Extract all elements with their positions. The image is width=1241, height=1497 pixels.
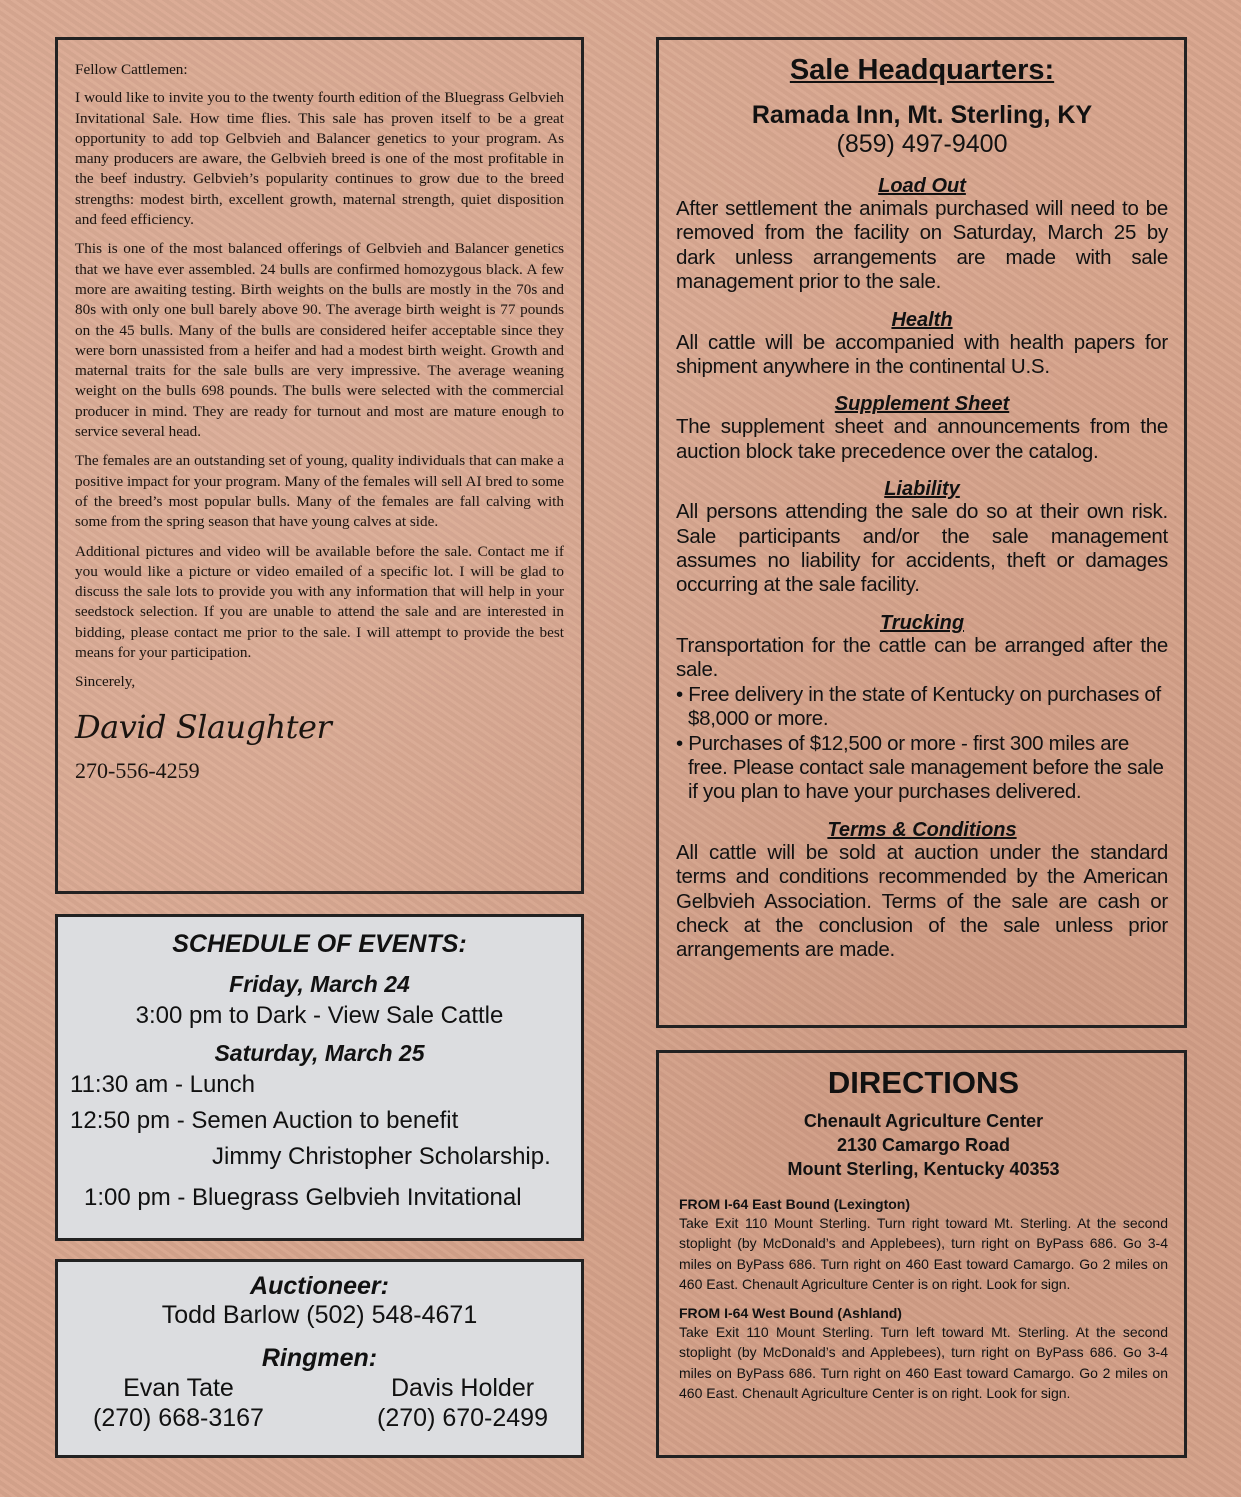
section-body: After settlement the animals purchased will need to be removed from the facility on Saturday, March 25 by dark unless arrangements are made with sale management prior to the sale. [676,197,1168,294]
signature: David Slaughter [75,707,332,746]
letter-phone: 270-556-4259 [75,757,200,783]
address [679,1109,1168,1181]
ringman [93,1373,264,1433]
directions-panel [656,1050,1187,1458]
section-body: Transportation for the cattle can be arranged after the sale. [676,633,1168,682]
section-body: All cattle will be sold at auction under the standard terms and conditions recommended by the American Gelbvieh Association. Terms of the sale are cash or check at the conclusion of the sale unless prior arrangements are made. [676,840,1168,962]
section-heading: Terms & Conditions [827,818,1017,841]
ringman-name: Evan Tate [123,1374,234,1402]
auctioneer-panel [55,1259,584,1458]
letter-paragraph: The females are an outstanding set of young, quality individuals that can make a positive impact for your program. Many of the females will sell AI bred to some of the breed’s most popular bulls. Many of the females are fall calving with some from the spring season that have young calves at side. [75,452,564,531]
schedule-event: 12:50 pm - Semen Auction to benefit [70,1107,459,1134]
ringman-name: Davis Holder [390,1374,535,1402]
schedule-event: 1:00 pm - Bluegrass Gelbvieh Invitational [84,1184,522,1211]
letter-closing: Sincerely, [75,673,136,691]
section-heading: Trucking [879,611,965,634]
section-body: The supplement sheet and announcements from the auction block take precedence over the catalog. [676,415,1168,463]
route-body: Take Exit 110 Mount Sterling. Turn right toward Mt. Sterling. At the second stoplight (by McDonald’s and Applebees), turn right on ByPass 686. Go 3-4 miles on ByPass 686. Turn right on 460 East toward Camargo. Go 2 miles on 460 East. Chenault Agriculture Center is on right. Look for sign. [679,1215,1168,1292]
letter-panel [55,37,584,894]
section-body: All persons attending the sale do so at their own risk. Sale participants and/or the sale management assumes no liability for accidents, theft or damages occurring at the sale facility. [676,500,1168,597]
schedule-day: Saturday, March 25 [214,1040,425,1066]
hq-title: Sale Headquarters: [789,54,1055,86]
schedule-day: Friday, March 24 [229,971,410,997]
hq-location: Ramada Inn, Mt. Sterling, KY [751,101,1093,129]
section-heading: Supplement Sheet [834,393,1010,416]
schedule-event: 3:00 pm to Dark - View Sale Cattle [135,1002,504,1029]
ringmen-heading: Ringmen: [261,1344,378,1372]
section-heading: Health [891,308,953,331]
route-body: Take Exit 110 Mount Sterling. Turn left toward Mt. Sterling. At the second stoplight (by McDonald’s and Applebees), turn right on ByPass 686. Go 3-4 miles on ByPass 686. Turn right on 460 East toward Camargo. Go 2 miles on 460 East. Chenault Agriculture Center is on right. Look for sign. [679,1324,1168,1402]
schedule-panel [55,914,584,1241]
route-heading: FROM I-64 West Bound (Ashland) [679,1305,902,1322]
section-heading: Liability [884,478,960,501]
address-city: Mount Sterling, Kentucky 40353 [787,1159,1060,1179]
letter-paragraph: Additional pictures and video will be available before the sale. Contact me if you would like a picture or video emailed of a specific lot. I will be glad to discuss the sale lots to provide you with any information that will help in your seedstock selection. If you are unable to attend the sale and are interested in bidding, please contact me prior to the sale. I will attempt to provide the best means for your participation. [75,542,564,662]
directions-title: DIRECTIONS [827,1065,1020,1100]
section-heading: Load Out [878,175,966,197]
schedule-event: Jimmy Christopher Scholarship. [212,1143,551,1170]
ringman-phone: (270) 670-2499 [377,1404,548,1432]
letter-paragraph: This is one of the most balanced offerings of Gelbvieh and Balancer genetics that we have ever assembled. 24 bulls are confirmed homozygous black. A few more are awaiting testing. Birth weights on the bulls are mostly in the 70s and 80s with only one bull barely above 90. The average birth weight is 77 pounds on the 45 bulls. Many of the bulls are considered heifer acceptable since they were born unassisted from a heifer and had a modest birth weight. Growth and maternal traits for the sale bulls are very impressive. The average weaning weight on the bulls 698 pounds. The bulls were selected with the commercial producer in mind. They are ready for turnout and most are mature enough to service several head. [75,240,564,441]
ringman [377,1373,548,1433]
sale-headquarters-panel [656,37,1187,1028]
bullet-item: • Free delivery in the state of Kentucky on purchases of $8,000 or more. [676,682,1161,731]
letter-greeting: Fellow Cattlemen: [75,61,188,78]
bullet-item: • Purchases of $12,500 or more - first 300 miles are free. Please contact sale management before the sale if you plan to have your purchases delivered. [676,731,1164,804]
address-place: Chenault Agriculture Center [803,1111,1044,1131]
schedule-title: SCHEDULE OF EVENTS: [172,930,467,958]
hq-phone: (859) 497-9400 [836,130,1008,158]
letter-paragraph: I would like to invite you to the twenty fourth edition of the Bluegrass Gelbvieh Invitational Sale. How time flies. This sale has proven itself to be a great opportunity to add top Gelbvieh and Balancer genetics to your program. As many producers are aware, the Gelbvieh breed is one of the most profitable in the beef industry. Gelbvieh’s popularity continues to grow due to the breed strengths: modest birth, excellent growth, maternal strength, quiet disposition and feed efficiency. [75,89,564,229]
route-heading: FROM I-64 East Bound (Lexington) [679,1196,910,1212]
auctioneer-heading: Auctioneer: [250,1272,389,1300]
address-street: 2130 Camargo Road [836,1135,1011,1155]
schedule-event: 11:30 am - Lunch [70,1071,256,1098]
section-body: All cattle will be accompanied with health papers for shipment anywhere in the continental U.S. [676,330,1168,379]
auctioneer-name: Todd Barlow (502) 548-4671 [161,1301,478,1329]
ringman-phone: (270) 668-3167 [93,1404,264,1432]
